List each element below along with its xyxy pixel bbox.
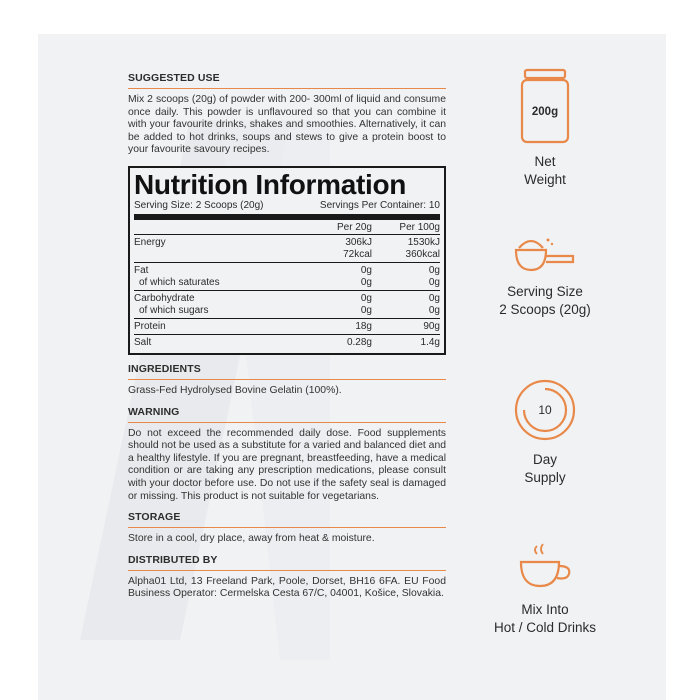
table-row-carbohydrate bbox=[134, 291, 440, 319]
section-divider bbox=[128, 88, 446, 89]
servings-per-container: Servings Per Container: 10 bbox=[319, 199, 440, 211]
table-header-row bbox=[134, 220, 440, 235]
saturates-label: of which saturates bbox=[139, 276, 220, 288]
table-row-fat bbox=[134, 263, 440, 291]
net-weight-line2: Weight bbox=[524, 172, 566, 187]
ingredients-text: Grass-Fed Hydrolysed Bovine Gelatin (100%). bbox=[128, 384, 342, 396]
energy-kcal-20g: 72kcal bbox=[343, 248, 372, 260]
suggested-use-title: SUGGESTED USE bbox=[128, 72, 220, 84]
product-info-column bbox=[128, 72, 446, 601]
fat-label: Fat bbox=[134, 264, 149, 276]
distributed-title: DISTRIBUTED BY bbox=[128, 553, 218, 566]
table-row-energy bbox=[134, 235, 440, 263]
cup-icon bbox=[513, 542, 577, 592]
serving-size-line1: Serving Size bbox=[507, 284, 583, 299]
supply-badge: 10 bbox=[538, 403, 552, 417]
sugars-label: of which sugars bbox=[139, 304, 209, 316]
section-divider bbox=[128, 379, 446, 380]
saturates-100g: 0g bbox=[428, 276, 440, 288]
serving-size-line2: 2 Scoops (20g) bbox=[499, 302, 591, 317]
col-per-20g: Per 20g bbox=[336, 221, 372, 233]
section-divider bbox=[128, 570, 446, 571]
energy-kj-100g: 1530kJ bbox=[407, 236, 440, 248]
section-divider bbox=[128, 527, 446, 528]
col-per-100g: Per 100g bbox=[399, 221, 440, 233]
warning-title: WARNING bbox=[128, 405, 180, 418]
protein-100g: 90g bbox=[423, 320, 440, 332]
nutrition-title: Nutrition Information bbox=[134, 168, 407, 200]
distributed-section bbox=[128, 554, 446, 601]
feature-day-supply bbox=[480, 378, 610, 487]
distributed-text: Alpha01 Ltd, 13 Freeland Park, Poole, Dorset, BH16 6FA. EU Food Business Operator: Cermelska Cesta 67/C, 04001, Košice, Slovakia. bbox=[128, 575, 446, 600]
mix-into-line1: Mix Into bbox=[521, 602, 569, 617]
table-row-protein bbox=[134, 319, 440, 335]
energy-kj-20g: 306kJ bbox=[345, 236, 372, 248]
energy-label: Energy bbox=[134, 236, 166, 248]
table-row-salt bbox=[134, 335, 440, 350]
salt-20g: 0.28g bbox=[346, 336, 372, 348]
saturates-20g: 0g bbox=[360, 276, 372, 288]
net-weight-line1: Net bbox=[534, 154, 556, 169]
net-weight-badge: 200g bbox=[531, 106, 559, 118]
carbohydrate-100g: 0g bbox=[428, 292, 440, 304]
storage-section bbox=[128, 511, 446, 546]
fat-100g: 0g bbox=[428, 264, 440, 276]
storage-title: STORAGE bbox=[128, 511, 181, 524]
warning-section bbox=[128, 406, 446, 504]
serving-info bbox=[134, 200, 440, 220]
jar-icon bbox=[519, 68, 571, 144]
fat-20g: 0g bbox=[360, 264, 372, 276]
day-supply-line1: Day bbox=[532, 452, 557, 467]
mix-into-line2: Hot / Cold Drinks bbox=[493, 620, 597, 635]
sugars-20g: 0g bbox=[360, 304, 372, 316]
salt-label: Salt bbox=[134, 336, 152, 348]
protein-label: Protein bbox=[134, 320, 166, 332]
sugars-100g: 0g bbox=[428, 304, 440, 316]
warning-text: Do not exceed the recommended daily dose. Food supplements should not be used as a substitute for a varied and balanced diet and a healthy lifestyle. If you are pregnant, breastfeeding, have a medical condition or are taking any prescription medications, please consult with your doctor before use. Do not use if the safety seal is damaged or missing. This product is not suitable for vegetarians. bbox=[128, 427, 446, 502]
protein-20g: 18g bbox=[355, 320, 372, 332]
suggested-use-text: Mix 2 scoops (20g) of powder with 200- 300ml of liquid and consume once daily. This powder is unflavoured so that you can combine it with your favourite drinks, shakes and smoothies. Alternatively, it can be added to hot drinks, soups and stews to give a protein boost to your favourite savoury recipes. bbox=[128, 94, 446, 156]
section-divider bbox=[128, 422, 446, 423]
energy-kcal-100g: 360kcal bbox=[405, 248, 440, 260]
salt-100g: 1.4g bbox=[420, 336, 440, 348]
carbohydrate-label: Carbohydrate bbox=[134, 292, 195, 304]
day-supply-line2: Supply bbox=[524, 470, 566, 485]
feature-mix-into bbox=[480, 542, 610, 637]
serving-size: Serving Size: 2 Scoops (20g) bbox=[134, 199, 264, 211]
feature-net-weight bbox=[480, 68, 610, 189]
carbohydrate-20g: 0g bbox=[360, 292, 372, 304]
storage-text: Store in a cool, dry place, away from heat & moisture. bbox=[128, 533, 375, 545]
supply-dial-icon bbox=[513, 378, 577, 442]
nutrition-table bbox=[128, 166, 446, 355]
feature-serving-size bbox=[480, 234, 610, 319]
ingredients-title: INGREDIENTS bbox=[128, 362, 201, 375]
scoop-icon bbox=[513, 234, 577, 274]
ingredients-section bbox=[128, 363, 446, 398]
suggested-use-section bbox=[128, 72, 446, 157]
